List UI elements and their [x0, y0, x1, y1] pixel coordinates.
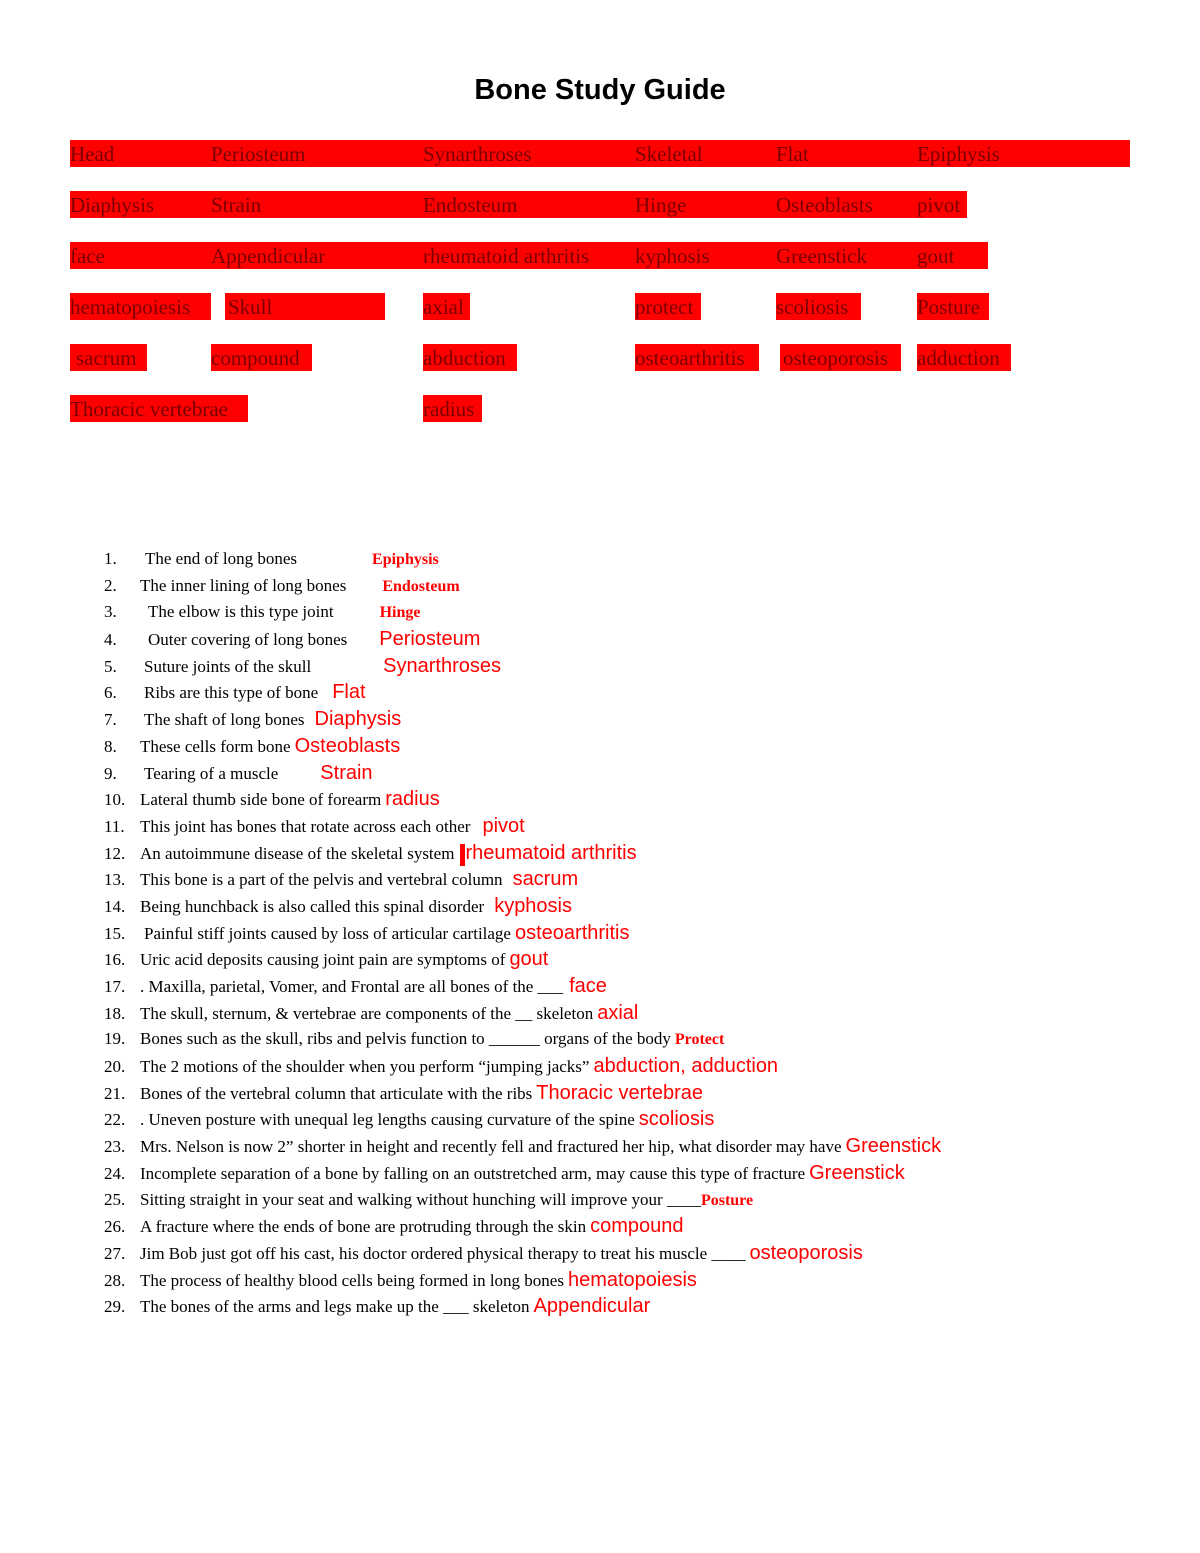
word-bank-term: adduction	[917, 346, 1000, 370]
word-bank-term: osteoporosis	[783, 346, 888, 370]
word-bank-term: Periosteum	[211, 142, 306, 166]
question-text: Painful stiff joints caused by loss of articular cartilage	[144, 923, 511, 943]
list-item	[104, 1240, 941, 1267]
list-item	[104, 1080, 941, 1107]
word-bank-term: Synarthroses	[423, 142, 532, 166]
word-bank-row	[70, 191, 1130, 242]
question-number: 6.	[104, 683, 117, 703]
question-number: 16.	[104, 950, 126, 970]
answer-text: radius	[385, 788, 440, 811]
question-text: Bones of the vertebral column that articulate with the ribs	[140, 1083, 533, 1103]
list-item	[104, 1160, 941, 1187]
question-text: Suture joints of the skull	[144, 656, 312, 676]
answer-text: Diaphysis	[314, 708, 402, 731]
question-text: This joint has bones that rotate across each other	[140, 816, 471, 836]
question-number: 20.	[104, 1057, 126, 1077]
question-number: 12.	[104, 843, 126, 863]
word-bank	[70, 140, 1130, 446]
question-number: 5.	[104, 656, 117, 676]
question-number: 17.	[104, 977, 126, 996]
list-item	[104, 1000, 941, 1027]
question-text: A fracture where the ends of bone are protruding through the skin	[140, 1217, 587, 1237]
question-text: . Maxilla, parietal, Vomer, and Frontal are all bones of the ___	[140, 977, 564, 996]
question-text: Outer covering of long bones	[148, 630, 348, 650]
question-number: 22.	[104, 1110, 126, 1130]
question-number: 21.	[104, 1083, 126, 1103]
word-bank-term: face	[70, 244, 105, 268]
word-bank-term: Epiphysis	[917, 142, 1000, 166]
answer-text: Greenstick	[809, 1161, 905, 1184]
question-number: 2.	[104, 575, 117, 595]
word-bank-term: Osteoblasts	[776, 193, 873, 217]
answer-text: Epiphysis	[372, 551, 439, 568]
word-bank-term: scoliosis	[776, 295, 849, 319]
answer-text: hematopoiesis	[567, 1268, 697, 1291]
word-bank-term: compound	[211, 346, 300, 370]
list-item	[104, 733, 941, 760]
list-item	[104, 840, 941, 867]
list-item	[104, 1187, 941, 1214]
word-bank-term: kyphosis	[635, 244, 710, 268]
list-item	[104, 679, 941, 706]
question-text: The process of healthy blood cells being formed in long bones	[140, 1270, 564, 1290]
question-text: An autoimmune disease of the skeletal system	[140, 843, 455, 863]
question-number: 26.	[104, 1217, 126, 1237]
list-item	[104, 1293, 941, 1320]
question-text: Lateral thumb side bone of forearm	[140, 790, 382, 810]
list-item	[104, 1106, 941, 1133]
word-bank-row	[70, 395, 1130, 446]
answer-text: osteoporosis	[749, 1241, 863, 1264]
answer-text: Protect	[674, 1031, 725, 1049]
question-text: . Uneven posture with unequal leg lengths causing curvature of the spine	[140, 1110, 635, 1130]
answer-text: scoliosis	[638, 1108, 715, 1131]
word-bank-term: radius	[423, 397, 475, 421]
word-bank-term: pivot	[917, 193, 961, 217]
list-item	[104, 546, 941, 573]
word-bank-term: Thoracic vertebrae	[70, 397, 228, 421]
question-number: 10.	[104, 790, 126, 810]
answer-text: Thoracic vertebrae	[536, 1081, 704, 1104]
list-item	[104, 573, 941, 600]
question-number: 24.	[104, 1163, 126, 1183]
question-number: 25.	[104, 1189, 126, 1209]
question-number: 9.	[104, 763, 117, 783]
answer-text: pivot	[482, 814, 525, 837]
question-text: Uric acid deposits causing joint pain are symptoms of	[140, 950, 506, 970]
answer-text: Endosteum	[382, 577, 460, 595]
answer-text: osteoarthritis	[514, 921, 630, 944]
word-bank-term: Skeletal	[635, 142, 703, 166]
word-bank-term: gout	[917, 244, 955, 268]
question-text: The 2 motions of the shoulder when you perform “jumping jacks”	[140, 1057, 590, 1077]
word-bank-term: Flat	[776, 142, 809, 166]
question-text: The skull, sternum, & vertebrae are components of the __ skeleton	[140, 1003, 594, 1023]
list-item	[104, 1267, 941, 1294]
word-bank-row	[70, 344, 1130, 395]
answer-text: rheumatoid arthritis	[465, 841, 637, 864]
question-text: The elbow is this type joint	[148, 602, 334, 622]
question-number: 29.	[104, 1297, 126, 1317]
word-bank-term: hematopoiesis	[70, 295, 191, 319]
word-bank-term: Head	[70, 142, 115, 166]
word-bank-term: Greenstick	[776, 244, 867, 268]
word-bank-term: Diaphysis	[70, 193, 154, 217]
question-number: 23.	[104, 1137, 126, 1157]
question-text: This bone is a part of the pelvis and vertebral column	[140, 870, 503, 890]
question-text: The bones of the arms and legs make up the ___ skeleton	[140, 1297, 530, 1317]
question-number: 19.	[104, 1029, 126, 1049]
word-bank-term: Hinge	[635, 193, 687, 217]
question-number: 1.	[104, 549, 117, 568]
list-item	[104, 760, 941, 787]
question-text: Being hunchback is also called this spinal disorder	[140, 896, 485, 916]
answer-text: sacrum	[512, 868, 579, 891]
word-bank-term: Skull	[228, 295, 273, 319]
list-item	[104, 706, 941, 733]
answer-text: compound	[590, 1215, 684, 1238]
word-bank-term: Appendicular	[211, 244, 326, 268]
word-bank-term: axial	[423, 295, 464, 319]
question-text: Ribs are this type of bone	[144, 683, 319, 703]
answer-text: Hinge	[379, 604, 421, 622]
question-text: Sitting straight in your seat and walking without hunching will improve your ____	[140, 1189, 701, 1209]
answer-text: abduction, adduction	[593, 1055, 779, 1078]
question-number: 28.	[104, 1270, 126, 1290]
answer-text: face	[569, 975, 607, 997]
answer-text: Posture	[700, 1191, 754, 1209]
list-item	[104, 653, 941, 680]
list-item	[104, 1053, 941, 1080]
answer-text: gout	[509, 948, 549, 971]
list-item	[104, 1026, 941, 1053]
question-text: Incomplete separation of a bone by falling on an outstretched arm, may cause this type of fracture	[140, 1163, 806, 1183]
word-bank-row	[70, 140, 1130, 191]
list-item	[104, 946, 941, 973]
list-item	[104, 973, 941, 1000]
list-item	[104, 920, 941, 947]
word-bank-row	[70, 242, 1130, 293]
list-item	[104, 1213, 941, 1240]
list-item	[104, 1133, 941, 1160]
answer-text: Strain	[320, 761, 373, 784]
question-number: 18.	[104, 1003, 126, 1023]
question-number: 13.	[104, 870, 126, 890]
word-bank-term: Strain	[211, 193, 262, 217]
word-bank-term: sacrum	[76, 346, 137, 370]
question-text: The shaft of long bones	[144, 710, 305, 730]
answer-text: Osteoblasts	[294, 734, 401, 757]
question-number: 14.	[104, 896, 126, 916]
answer-text: kyphosis	[494, 894, 572, 917]
question-text: Tearing of a muscle	[144, 763, 279, 783]
question-number: 4.	[104, 630, 117, 650]
word-bank-term: rheumatoid arthritis	[423, 244, 590, 268]
question-number: 3.	[104, 602, 117, 622]
list-item	[104, 786, 941, 813]
answer-text: Synarthroses	[383, 654, 502, 677]
answer-text: Appendicular	[533, 1295, 651, 1318]
word-bank-term: abduction	[423, 346, 506, 370]
word-bank-row	[70, 293, 1130, 344]
question-text: Bones such as the skull, ribs and pelvis function to ______ organs of the body	[140, 1029, 671, 1049]
list-item	[104, 599, 941, 626]
list-item	[104, 813, 941, 840]
list-item	[104, 893, 941, 920]
page-title: Bone Study Guide	[474, 74, 726, 106]
answer-text: axial	[597, 1001, 639, 1024]
word-bank-term: Endosteum	[423, 193, 518, 217]
word-bank-term: osteoarthritis	[635, 346, 745, 370]
question-text: The end of long bones	[145, 549, 298, 568]
question-text: These cells form bone	[140, 736, 291, 756]
question-number: 15.	[104, 923, 126, 943]
answer-text: Periosteum	[379, 628, 481, 651]
question-number: 11.	[104, 816, 125, 836]
question-text: Mrs. Nelson is now 2” shorter in height and recently fell and fractured her hip, what disorder may have	[140, 1137, 842, 1157]
answer-text: Greenstick	[845, 1135, 942, 1158]
answer-text: Flat	[332, 681, 366, 704]
list-item	[104, 866, 941, 893]
question-text: Jim Bob just got off his cast, his doctor ordered physical therapy to treat his muscle ____	[140, 1243, 746, 1263]
question-number: 27.	[104, 1243, 126, 1263]
question-number: 7.	[104, 710, 117, 730]
word-bank-term: protect	[635, 295, 694, 319]
word-bank-term: Posture	[917, 295, 980, 319]
list-item	[104, 626, 941, 653]
question-number: 8.	[104, 736, 117, 756]
question-list	[104, 546, 941, 1320]
question-text: The inner lining of long bones	[140, 575, 347, 595]
